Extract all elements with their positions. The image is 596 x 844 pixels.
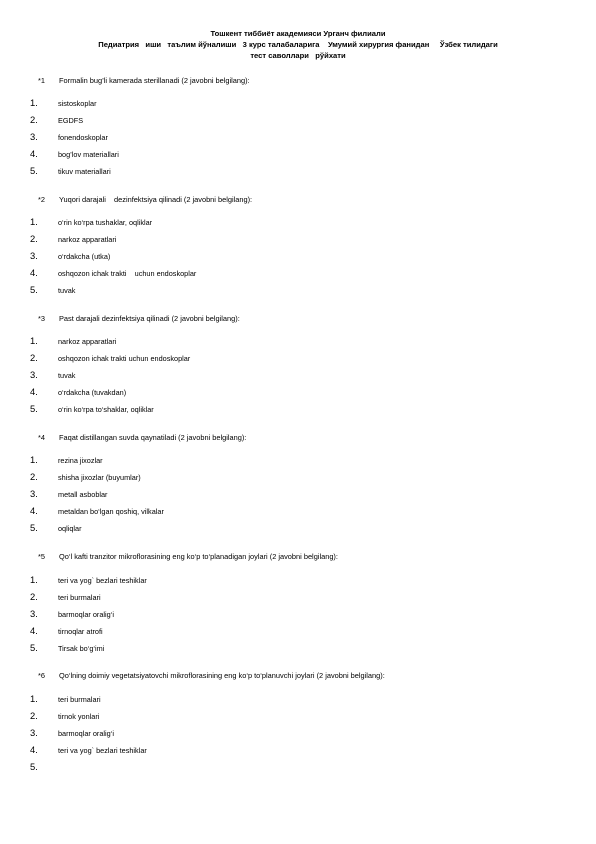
question-5-prompt <box>38 552 338 561</box>
option-text: Tirsak bo‘g‘imi <box>58 644 105 653</box>
question-1-option-2 <box>0 115 596 127</box>
option-text: tikuv materiallari <box>58 167 111 176</box>
question-4-prompt <box>38 433 246 442</box>
option-number: 5. <box>30 403 38 414</box>
question-text: Faqat distillangan suvda qaynatiladi (2 javobni belgilang): <box>59 433 247 442</box>
option-text: teri burmalari <box>58 593 101 602</box>
option-text: sistoskoplar <box>58 99 97 108</box>
option-number: 4. <box>30 625 38 636</box>
option-number: 2. <box>30 233 38 244</box>
question-5-option-1 <box>0 575 596 587</box>
option-text: o‘rdakcha (utka) <box>58 252 111 261</box>
question-number: *2 <box>38 195 45 204</box>
option-text: narkoz apparatlari <box>58 337 117 346</box>
question-6-option-1 <box>0 694 596 706</box>
option-number: 2. <box>30 591 38 602</box>
option-number: 4. <box>30 386 38 397</box>
question-6-option-2 <box>0 711 596 723</box>
option-number: 4. <box>30 267 38 278</box>
option-number: 1. <box>30 97 38 108</box>
option-number: 4. <box>30 505 38 516</box>
question-2-option-2 <box>0 234 596 246</box>
question-text: Qo‘lning doimiy vegetatsiyatovchi mikroflorasining eng ko‘p to‘planuvchi joylari (2 javobni belgilang): <box>59 671 385 680</box>
question-3-option-2 <box>0 353 596 365</box>
question-2-option-3 <box>0 251 596 263</box>
question-6-option-3 <box>0 728 596 740</box>
question-text: Yuqori darajali dezinfektsiya qilinadi (2 javobni belgilang): <box>59 195 253 204</box>
option-text: teri va yog` bezlari teshiklar <box>58 576 147 585</box>
option-text: narkoz apparatlari <box>58 235 117 244</box>
question-4-option-4 <box>0 506 596 518</box>
question-5-option-4 <box>0 626 596 638</box>
question-3-option-3 <box>0 370 596 382</box>
question-1-prompt <box>38 76 250 85</box>
option-text: metall asboblar <box>58 490 108 499</box>
question-3-option-4 <box>0 387 596 399</box>
question-3-option-1 <box>0 336 596 348</box>
header-line-2: Педиатрия иши таълим йўналиши 3 курс талабаларига Умумий хирургия фанидан Ўзбек тилидаги <box>98 40 498 49</box>
option-text: oshqozon ichak trakti uchun endoskoplar <box>58 354 191 363</box>
option-number: 1. <box>30 574 38 585</box>
question-number: *3 <box>38 314 45 323</box>
question-number: *5 <box>38 552 45 561</box>
option-text: tirnoqlar atrofi <box>58 627 103 636</box>
option-text: teri burmalari <box>58 695 101 704</box>
question-6-option-4 <box>0 745 596 757</box>
option-text: fonendoskoplar <box>58 133 108 142</box>
question-text: Past darajali dezinfektsiya qilinadi (2 javobni belgilang): <box>59 314 240 323</box>
option-text: o‘rin ko‘rpa to‘shaklar, oqliklar <box>58 405 154 414</box>
option-number: 3. <box>30 131 38 142</box>
question-5-option-3 <box>0 609 596 621</box>
question-text: Formalin bug’li kamerada sterillanadi (2 javobni belgilang): <box>59 76 250 85</box>
question-6-option-5 <box>0 762 596 774</box>
document-header <box>0 28 596 61</box>
option-text: tuvak <box>58 286 76 295</box>
option-text: rezina jixozlar <box>58 456 103 465</box>
option-number: 2. <box>30 352 38 363</box>
question-1-option-1 <box>0 98 596 110</box>
question-number: *4 <box>38 433 45 442</box>
option-text: barmoqlar oralig‘i <box>58 729 114 738</box>
option-number: 3. <box>30 488 38 499</box>
option-text: teri va yog` bezlari teshiklar <box>58 746 147 755</box>
option-number: 2. <box>30 710 38 721</box>
question-3-prompt <box>38 314 240 323</box>
question-1-option-5 <box>0 166 596 178</box>
option-text: metaldan bo‘lgan qoshiq, vilkalar <box>58 507 164 516</box>
question-2-option-5 <box>0 285 596 297</box>
option-number: 1. <box>30 216 38 227</box>
option-number: 2. <box>30 471 38 482</box>
question-5-option-2 <box>0 592 596 604</box>
option-number: 4. <box>30 744 38 755</box>
option-text: shisha jixozlar (buyumlar) <box>58 473 141 482</box>
option-text: bog’lov materiallari <box>58 150 119 159</box>
option-text: oqliqlar <box>58 524 82 533</box>
question-4-option-3 <box>0 489 596 501</box>
question-1-option-3 <box>0 132 596 144</box>
option-number: 1. <box>30 454 38 465</box>
question-number: *1 <box>38 76 45 85</box>
option-number: 5. <box>30 761 38 772</box>
option-text: tuvak <box>58 371 76 380</box>
option-number: 3. <box>30 727 38 738</box>
question-5-option-5 <box>0 643 596 655</box>
option-number: 3. <box>30 250 38 261</box>
option-number: 3. <box>30 608 38 619</box>
option-number: 3. <box>30 369 38 380</box>
question-text: Qo‘l kafti tranzitor mikroflorasining eng ko‘p to‘planadigan joylari (2 javobni belgilang): <box>59 552 338 561</box>
option-number: 5. <box>30 642 38 653</box>
option-number: 2. <box>30 114 38 125</box>
question-number: *6 <box>38 671 45 680</box>
header-line-1: Тошкент тиббиёт академияси Урганч филиали <box>210 29 386 38</box>
option-number: 1. <box>30 693 38 704</box>
option-number: 5. <box>30 165 38 176</box>
question-6-prompt <box>38 671 385 680</box>
option-number: 4. <box>30 148 38 159</box>
option-text: EGDFS <box>58 116 84 125</box>
question-1-option-4 <box>0 149 596 161</box>
option-text: barmoqlar oralig‘i <box>58 610 114 619</box>
option-text: o‘rin ko‘rpa tushaklar, oqliklar <box>58 218 153 227</box>
question-2-option-1 <box>0 217 596 229</box>
question-4-option-2 <box>0 472 596 484</box>
option-number: 5. <box>30 522 38 533</box>
question-3-option-5 <box>0 404 596 416</box>
option-text: o‘rdakcha (tuvakdan) <box>58 388 127 397</box>
question-4-option-5 <box>0 523 596 535</box>
option-number: 5. <box>30 284 38 295</box>
question-2-option-4 <box>0 268 596 280</box>
option-number: 1. <box>30 335 38 346</box>
option-text: oshqozon ichak trakti uchun endoskoplar <box>58 269 197 278</box>
option-text: tirnok yonlari <box>58 712 100 721</box>
question-2-prompt <box>38 195 252 204</box>
question-4-option-1 <box>0 455 596 467</box>
header-line-3: тест саволлари рўйхати <box>250 51 346 60</box>
